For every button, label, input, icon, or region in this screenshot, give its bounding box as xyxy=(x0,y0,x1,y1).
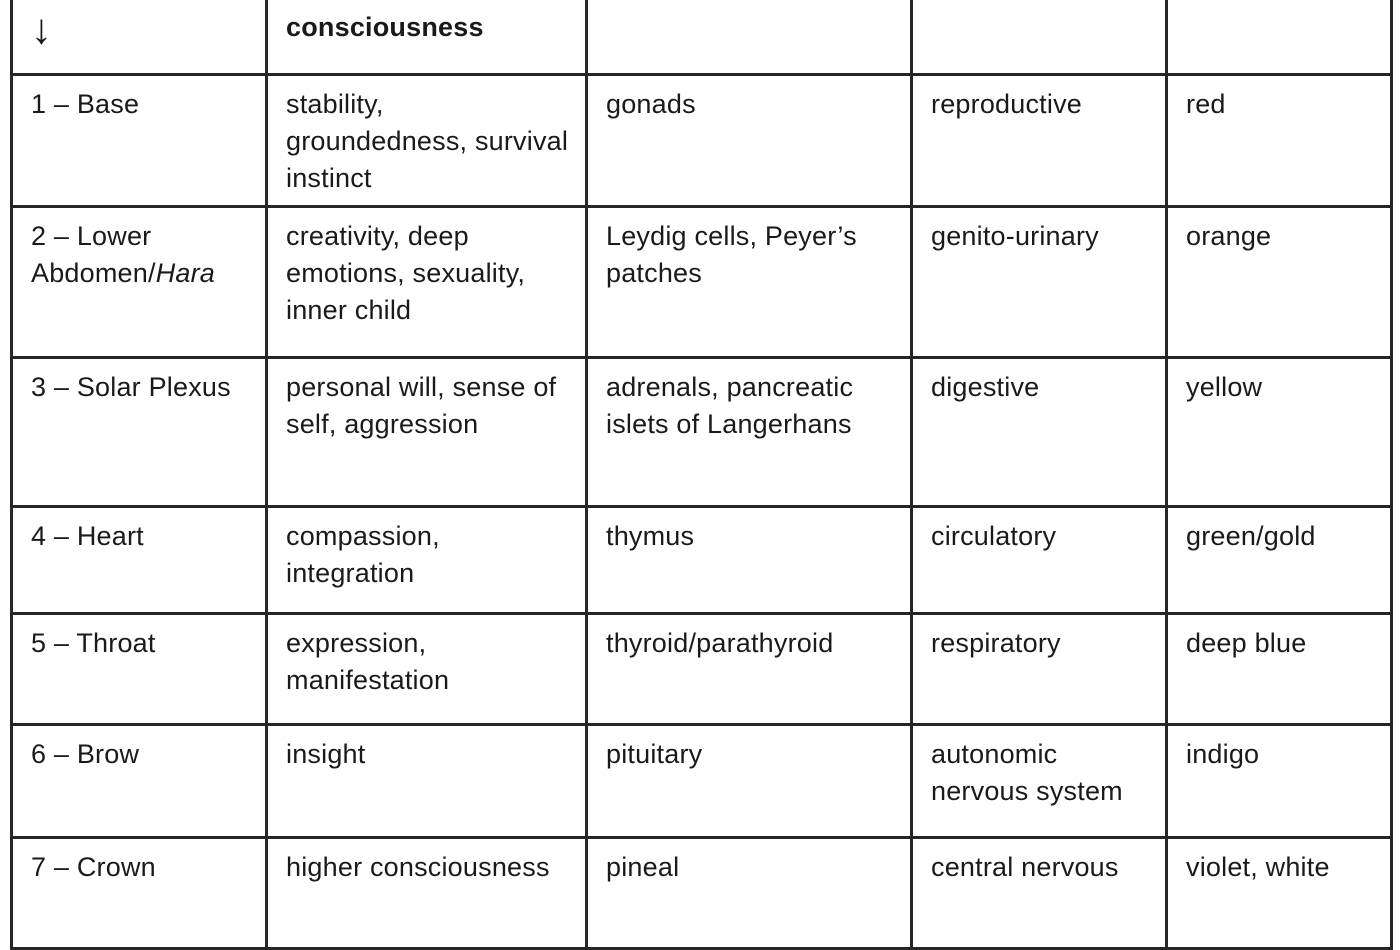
cell-chakra-italic-text: Hara xyxy=(155,258,216,288)
table-row xyxy=(12,507,1392,614)
cell-chakra: 4 – Heart xyxy=(12,507,267,614)
table-row xyxy=(12,614,1392,725)
cell-color: red xyxy=(1167,75,1392,207)
cell-consciousness: stability, groundedness, survival instinct xyxy=(267,75,587,207)
cell-color: deep blue xyxy=(1167,614,1392,725)
header-cell-chakra xyxy=(12,0,267,75)
header-cell-color xyxy=(1167,0,1392,75)
chakra-table xyxy=(10,0,1393,950)
cell-glands: Leydig cells, Peyer’s patches xyxy=(587,207,912,358)
cell-color: orange xyxy=(1167,207,1392,358)
cell-system: respiratory xyxy=(912,614,1167,725)
table-header-row xyxy=(12,0,1392,75)
table-row xyxy=(12,358,1392,507)
cell-color: violet, white xyxy=(1167,838,1392,949)
cell-chakra: 5 – Throat xyxy=(12,614,267,725)
table-row xyxy=(12,725,1392,838)
cell-consciousness: compassion, integration xyxy=(267,507,587,614)
cell-consciousness: expression, manifestation xyxy=(267,614,587,725)
cell-consciousness: insight xyxy=(267,725,587,838)
header-cell-system xyxy=(912,0,1167,75)
header-cell-glands xyxy=(587,0,912,75)
cell-chakra-text: 2 – Lower Abdomen/ xyxy=(31,221,156,288)
cell-color: green/gold xyxy=(1167,507,1392,614)
cell-system: genito-urinary xyxy=(912,207,1167,358)
cell-consciousness: creativity, deep emotions, sexuality, inner child xyxy=(267,207,587,358)
header-cell-consciousness: consciousness xyxy=(267,0,587,75)
down-arrow-icon: ↓ xyxy=(31,5,53,52)
cell-chakra: 7 – Crown xyxy=(12,838,267,949)
cell-glands: pineal xyxy=(587,838,912,949)
cell-chakra: 3 – Solar Plexus xyxy=(12,358,267,507)
table-row xyxy=(12,207,1392,358)
cell-system: central nervous xyxy=(912,838,1167,949)
cell-chakra: 1 – Base xyxy=(12,75,267,207)
cell-glands: adrenals, pancreatic islets of Langerhans xyxy=(587,358,912,507)
cell-system: reproductive xyxy=(912,75,1167,207)
cell-color: yellow xyxy=(1167,358,1392,507)
table-row xyxy=(12,75,1392,207)
cell-color: indigo xyxy=(1167,725,1392,838)
cell-glands: pituitary xyxy=(587,725,912,838)
cell-chakra: 6 – Brow xyxy=(12,725,267,838)
table-row xyxy=(12,838,1392,949)
cell-glands: thyroid/parathyroid xyxy=(587,614,912,725)
cell-glands: gonads xyxy=(587,75,912,207)
chakra-table-container xyxy=(10,0,1390,950)
cell-system: circulatory xyxy=(912,507,1167,614)
cell-system: digestive xyxy=(912,358,1167,507)
cell-system: autonomic nervous system xyxy=(912,725,1167,838)
cell-consciousness: higher consciousness xyxy=(267,838,587,949)
cell-consciousness: personal will, sense of self, aggression xyxy=(267,358,587,507)
cell-chakra xyxy=(12,207,267,358)
cell-glands: thymus xyxy=(587,507,912,614)
